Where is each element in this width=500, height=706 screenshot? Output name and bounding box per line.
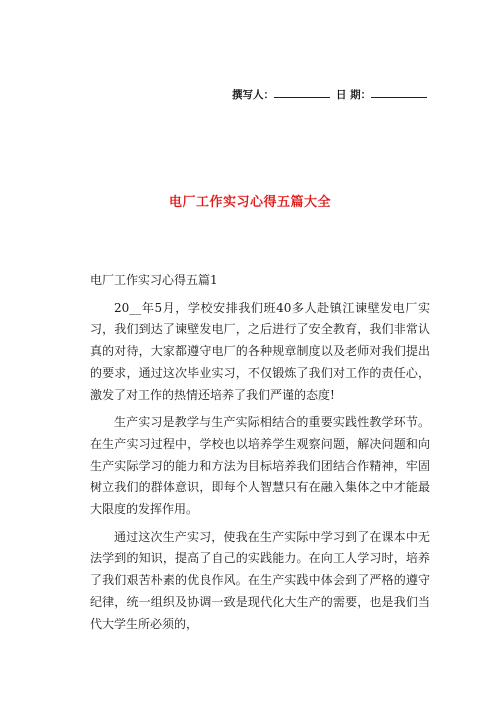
date-blank-line xyxy=(371,86,427,98)
author-label: 撰写人： xyxy=(232,89,274,101)
document-title: 电厂工作实习心得五篇大全 xyxy=(168,195,331,210)
section-title: 电厂工作实习心得五篇1 xyxy=(90,273,218,287)
document-body xyxy=(90,270,430,635)
date-label: 日 期： xyxy=(336,89,372,101)
document-header xyxy=(232,86,427,102)
paragraph: 生产实习是教学与生产实际相结合的重要实践性教学环节。在生产实习过程中，学校也以培养学生观察问题，解决问题和向生产实际学习的能力和方法为目标培养我们团结合作精神，牢固树立我们的群体意识，即每个人智慧只有在融入集体之中才能最大限度的发挥作用。 xyxy=(90,415,430,517)
paragraph: 通过这次生产实习，使我在生产实际中学习到了在课本中无法学到的知识，提高了自己的实践能力。在向工人学习时，培养了我们艰苦朴素的优良作风。在生产实践中体会到了严格的遵守纪律，统一组织及协调一致是现代化大生产的需要，也是我们当代大学生所必须的， xyxy=(90,529,430,631)
paragraph: 20__年5月，学校安排我们班40多人赴镇江谏壁发电厂实习，我们到达了谏壁发电厂，之后进行了安全教育，我们非常认真的对待，大家都遵守电厂的各种规章制度以及老师对我们提出的要求，通过这次毕业实习，不仅锻炼了我们对工作的责任心，激发了对工作的热情还培养了我们严谨的态度! xyxy=(90,300,430,402)
author-blank-line xyxy=(274,86,330,98)
